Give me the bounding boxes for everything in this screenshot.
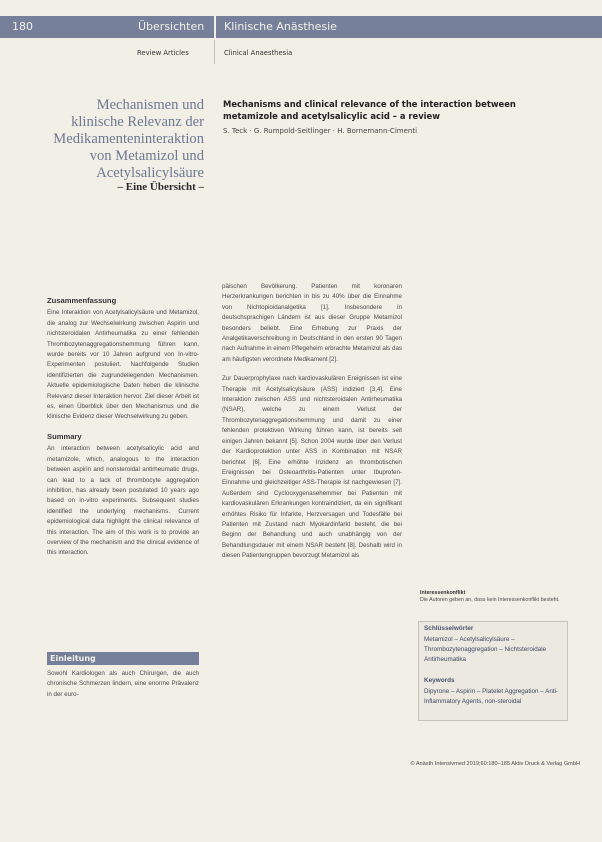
subheader-divider xyxy=(214,40,215,64)
review-articles-label: Review Articles xyxy=(137,49,189,57)
conflict-heading: Interessenkonflikt xyxy=(420,590,466,596)
german-title xyxy=(30,97,204,182)
summary-text: An interaction between acetylsalicylic acid and metamizole, which, analogous to the interaction between aspirin and nonsteroidal antirheumatic drugs, can lead to a lack of thrombocyte aggregation inhibition, has already been postulated 10 years ago based on in-vitro experiments. Subsequent studies identified the underlying mechanisms. Current epidemiological data highlight the clinical relevance of this interaction. The aim of this work is to provide an overview of the mechanism and the clinical evidence of this interaction. xyxy=(47,445,199,557)
german-title-line: Acetylsalicylsäure xyxy=(96,165,204,181)
body-paragraph: Zur Dauerprophylaxe nach kardiovaskulären Ereignissen ist eine Therapie mit Acetylsalicylsäure (ASS) indiziert [3,4]. Eine Interaktion zwischen ASS und nichtsteroidalen Antirheumatika (NSAR), welche zu einem Verlust der Thrombozytenaggregationshemmung und damit zu einer fehlenden protektiven Wirkung führen kann, ist bereits seit einigen Jahren bekannt [5]. Schon 2004 wurde über den Verlust der Kardioprotektion unter ASS in Kombination mit NSAR berichtet [6]. Eine erhöhte Inzidenz an thrombotischen Ereignissen bei Osteoarthritis-Patienten unter Ibuprofen-Einnahme und gleichzeitiger ASS-Therapie ist nachgewiesen [7]. Außerdem sind Cyclooxygenasehemmer bei Patienten mit kardiovaskulären Erkrankungen kontraindiziert, da ein signifikant erhöhtes Risiko für Infarkte, Herzversagen und Todesfälle bei Patienten mit Zustand nach Myokardinfarkt besteht, die bei Beginn der Behandlung und auch unabhängig von der Behandlungsdauer mit einem NSAR besteht [8]. Deshalb wird in diesen Patientengruppen bevorzugt Metamizol als xyxy=(222,375,402,560)
german-subtitle: – Eine Übersicht – xyxy=(117,181,204,193)
german-title-line: Medikamenteninteraktion xyxy=(53,131,204,147)
section-label-en: Klinische Anästhesie xyxy=(224,20,337,33)
abstract-column xyxy=(47,296,199,559)
english-title-line: Mechanisms and clinical relevance of the interaction between xyxy=(223,99,516,109)
zusammenfassung-text: Eine Interaktion von Acetylsalicylsäure und Metamizol, die analog zur Wechselwirkung zwischen Aspirin und nichtsteroidalen Antirheumatika zu einer fehlenden Thrombozytenaggregationshemmung führen kann, wurde bereits vor 10 Jahren aufgrund von In-vitro-Experimenten postuliert. Nachfolgende Studien identifizierten die zugrundeliegenden Mechanismen. Aktuelle epidemiologische Daten heben die klinische Relevanz dieser Interaktion hervor. Ziel dieser Arbeit ist es, einen Überblick über den Mechanismus und die klinische Evidenz dieser Wechselwirkung zu geben. xyxy=(47,309,199,421)
clinical-anaesthesia-label: Clinical Anaesthesia xyxy=(224,49,293,57)
zusammenfassung-heading: Zusammenfassung xyxy=(47,296,117,305)
german-title-line: klinische Relevanz der xyxy=(71,114,204,130)
keywords-text-en: Dipyrone – Aspirin – Platelet Aggregation – Anti-Inflammatory Agents, non-steroidal xyxy=(424,688,559,706)
german-title-line: Mechanismen und xyxy=(96,97,204,113)
english-title xyxy=(223,98,523,122)
german-title-line: von Metamizol und xyxy=(89,148,204,164)
copyright-footer: © Anästh Intensivmed 2019;60:180–185 Aktiv Druck & Verlag GmbH xyxy=(410,761,580,767)
keywords-heading-de: Schlüsselwörter xyxy=(424,625,474,632)
english-title-line: metamizole and acetylsalicylic acid – a review xyxy=(223,111,440,121)
conflict-of-interest xyxy=(420,590,560,605)
author-list: S. Teck · G. Rumpold-Seitlinger · H. Bornemann-Cimenti xyxy=(223,127,418,135)
header-divider xyxy=(214,16,216,38)
summary-heading: Summary xyxy=(47,431,82,441)
section-label-de: Übersichten xyxy=(138,20,205,33)
page-number: 180 xyxy=(12,20,33,33)
conflict-text: Die Autoren geben an, dass kein Interessenkonflikt besteht. xyxy=(420,597,560,604)
keywords-heading-en: Keywords xyxy=(424,677,455,684)
einleitung-text: Sowohl Kardiologen als auch Chirurgen, die auch chronische Schmerzen lindern, eine enorme Prävalenz in der euro- xyxy=(47,670,199,698)
einleitung-heading: Einleitung xyxy=(50,654,96,663)
body-column xyxy=(222,282,402,562)
keywords-text-de: Metamizol – Acetylsalicylsäure – Thrombozytenaggregation – Nichtsteroidale Antirheumatika xyxy=(424,636,547,664)
body-paragraph: päischen Bevölkerung. Patienten mit koronaren Herzerkrankungen berichten in bis zu 40% über die Einnahme von Nichtopioidanalgetika [1]. Insbesondere in deutschsprachigen Ländern ist aus dieser Gruppe Metamizol besonders beliebt. Eine Erhebung zur Praxis der Analgetikaverschreibung in Deutschland in den ersten 90 Tagen nach Aufnahme in einem Pflegeheim erbrachte Metamizol als das am häufigsten verordnete Medikament [2]. xyxy=(222,283,402,363)
